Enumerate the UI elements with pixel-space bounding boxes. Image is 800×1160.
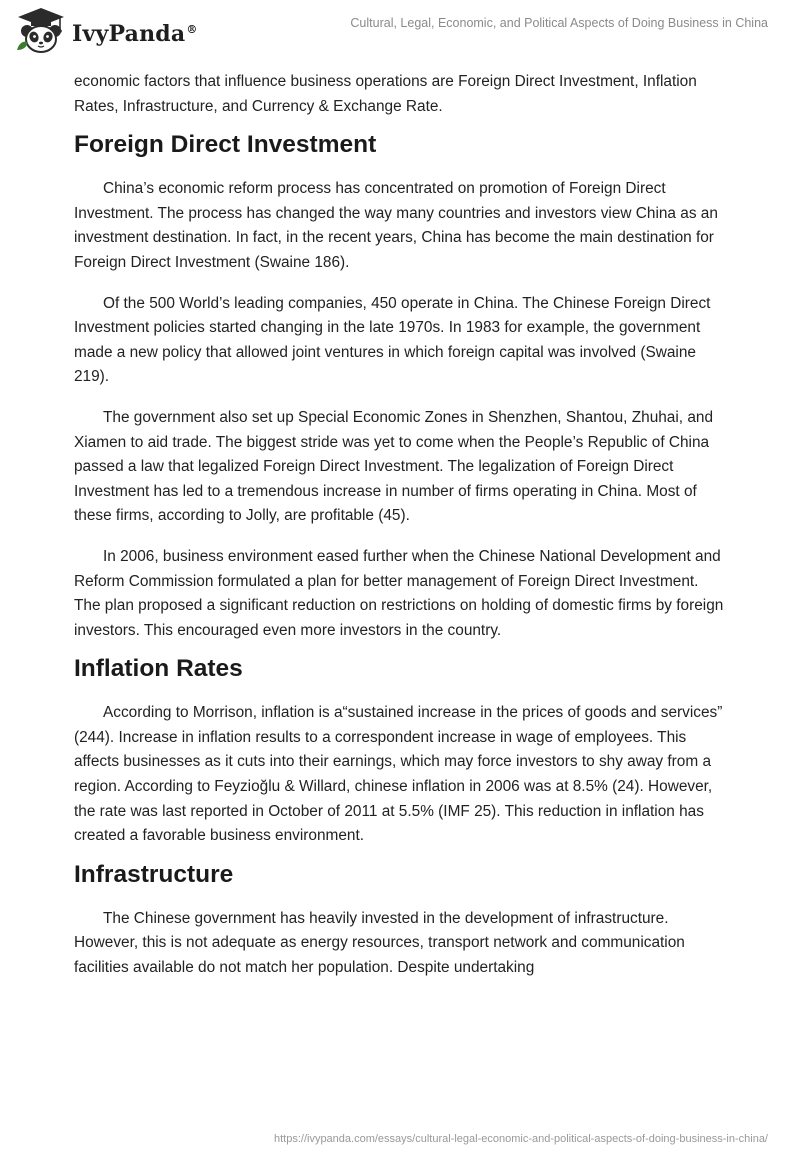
paragraph: Of the 500 World’s leading companies, 450 operate in China. The Chinese Foreign Direct Investment policies started changing in the late 1970s. In 1983 for example, the government made a new policy that allowed joint ventures in which foreign capital was involved (Swaine 219).: [74, 294, 711, 386]
panda-graduate-icon: [14, 6, 68, 56]
paragraph: In 2006, business environment eased further when the Chinese National Development and Reform Commission formulated a plan for better management of Foreign Direct Investment. The plan proposed a significant reduction on restrictions on holding of domestic firms by foreign investors. This encouraged even more investors in the country.: [74, 547, 724, 639]
intro-paragraph: economic factors that influence business operations are Foreign Direct Investment, Inflation Rates, Infrastructure, and Currency & Exchange Rate.: [74, 73, 697, 115]
logo-text: IvyPanda®: [72, 21, 198, 47]
essay-content: [74, 70, 724, 997]
section-heading: Infrastructure: [74, 860, 234, 888]
section-heading: Inflation Rates: [74, 655, 243, 683]
section-heading: Foreign Direct Investment: [74, 131, 377, 159]
source-url[interactable]: https://ivypanda.com/essays/cultural-legal-economic-and-political-aspects-of-doing-business-in-china/: [273, 1133, 768, 1145]
paragraph: China’s economic reform process has concentrated on promotion of Foreign Direct Investment. The process has changed the way many countries and investors view China as an investment destination. In fact, in the recent years, China has become the main destination for Foreign Direct Investment (Swaine 186).: [74, 180, 718, 271]
paragraph: The government also set up Special Economic Zones in Shenzhen, Shantou, Zhuhai, and Xiamen to aid trade. The biggest stride was yet to come when the People’s Republic of China passed a law that legalized Foreign Direct Investment. The legalization of Foreign Direct Investment has led to a tremendous increase in number of firms operating in China. Most of these firms, according to Jolly, are profitable (45).: [74, 408, 714, 525]
page-header: [0, 0, 800, 60]
document-title: Cultural, Legal, Economic, and Political Aspects of Doing Business in China: [350, 16, 768, 30]
paragraph: The Chinese government has heavily invested in the development of infrastructure. However, this is not adequate as energy resources, transport network and communication facilities available do not match her population. Despite undertaking: [74, 909, 685, 977]
logo[interactable]: [14, 6, 198, 56]
paragraph: According to Morrison, inflation is a“sustained increase in the prices of goods and services” (244). Increase in inflation results to a correspondent increase in wage of employees. This affects businesses as it cuts into their earnings, which may force investors to shy away from a region. According to Feyzioğlu & Willard, chinese inflation in 2006 was at 8.5% (24). However, the rate was last reported in October of 2011 at 5.5% (IMF 25). This reduction in inflation has created a favorable business environment.: [74, 704, 723, 845]
